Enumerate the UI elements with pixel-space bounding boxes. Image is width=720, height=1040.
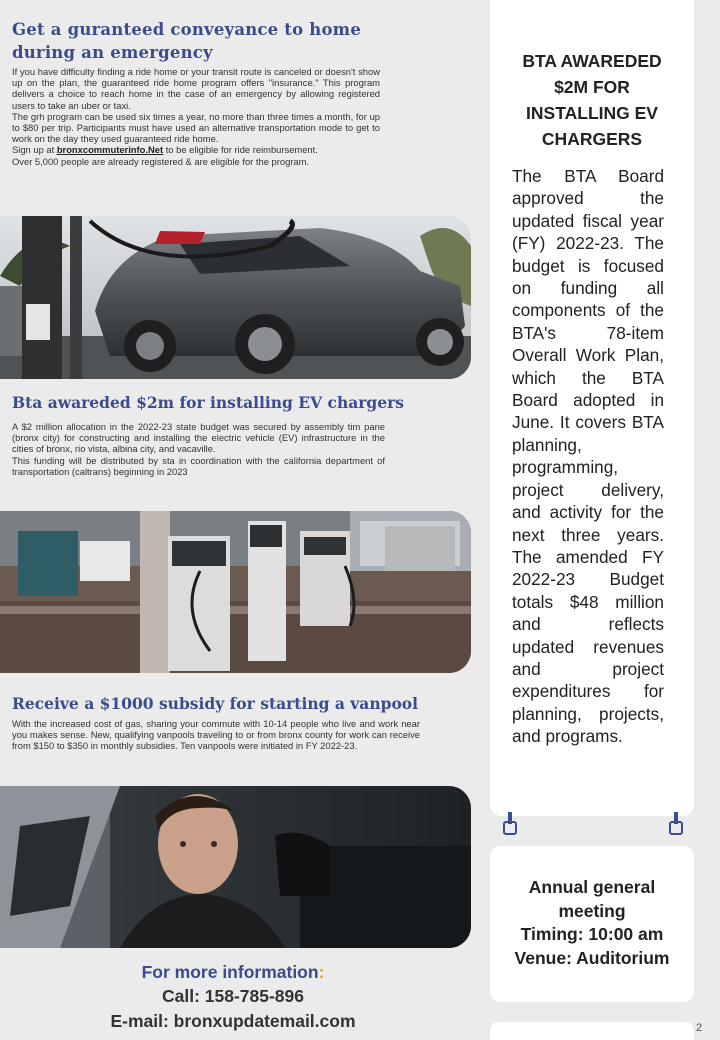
- binder-clip-icon: [669, 812, 683, 836]
- section-body-ev-chargers: [12, 421, 385, 477]
- meeting-timing: Timing: 10:00 am: [520, 924, 664, 944]
- section-heading-ev-chargers: Bta awareded $2m for installing EV chargers: [12, 393, 405, 412]
- contact-email: E-mail: bronxupdatemail.com: [110, 1011, 356, 1031]
- meeting-card: [490, 846, 694, 1002]
- footer-card: [490, 1022, 694, 1040]
- paragraph: If you have difficulty finding a ride home or your transit route is canceled or doesn't show up on the plan, the guaranteed ride home program offers "insurance." This program delivers a choice to reach home in the case of an emergency by allowing registered users to take an uber or taxi.: [12, 66, 380, 111]
- signup-link[interactable]: bronxcommuterinfo.Net: [56, 144, 164, 156]
- contact-phone: Call: 158-785-896: [161, 986, 305, 1006]
- more-info-label: For more information: [141, 962, 319, 982]
- sidebar-title: BTA AWAREDED $2M FOR INSTALLING EV CHARGERS: [522, 51, 662, 149]
- section-heading-ride-home: Get a guranteed conveyance to home during an emergency: [12, 20, 362, 62]
- meeting-title-line2: meeting: [558, 900, 626, 921]
- sidebar-body: The BTA Board approved the updated fiscal year (FY) 2022-23. The budget is focused on funding all components of the BTA's 78-item Overall Work Plan, which the BTA Board adopted in June. It covers BTA planning, programming, project delivery, and activity for the next three years. The amended FY 2022-23 Budget totals $48 million and reflects updated revenues and project expenditures for planning, projects, and programs.: [512, 166, 664, 747]
- more-info-heading: [0, 962, 466, 983]
- paragraph: With the increased cost of gas, sharing your commute with 10-14 people who live and work near you makes sense. New, qualifying vanpools traveling to or from bronx county for work can receive from $150 to $350 in monthly subsidies. Ten vanpools were initiated in FY 2022-23.: [12, 718, 420, 752]
- paragraph: This funding will be distributed by sta in coordination with the california department of transportation (caltrans) beginning in 2023: [12, 454, 385, 477]
- paragraph: A $2 million allocation in the 2022-23 state budget was secured by assembly tim pane (bronx city) for constructing and installing the electric vehicle (EV) infrastructure in the cities of bronx, rio vista, albina city, and vacaville.: [12, 421, 385, 455]
- commuter-image: [0, 786, 471, 948]
- section-heading-vanpool: Receive a $1000 subsidy for starting a vanpool: [12, 694, 419, 713]
- charging-station-photo: [0, 511, 471, 673]
- charging-station-image: [0, 511, 471, 673]
- commuter-in-car-photo: [0, 786, 471, 948]
- ev-car-charging-photo: [0, 216, 471, 379]
- meeting-title-line1: Annual general: [528, 877, 656, 897]
- page-number: 2: [696, 1022, 703, 1034]
- section-body-ride-home: [12, 66, 380, 167]
- signup-suffix: to be eligible for ride reimbursement.: [163, 144, 318, 156]
- signup-line: [12, 144, 380, 155]
- binder-clip-icon: [503, 812, 517, 836]
- registered-note: Over 5,000 people are already registered & are eligible for the program.: [12, 155, 310, 167]
- section-body-vanpool: [12, 718, 420, 752]
- paragraph: The grh program can be used six times a year, no more than three times a month, for up to $80 per trip. Participants must have used an alternative transportation mode to get to work on the day they used guaranteed ride home.: [12, 110, 380, 145]
- more-info-colon: :: [318, 962, 325, 982]
- ev-car-image: [0, 216, 471, 379]
- signup-prefix: Sign up at: [12, 144, 57, 156]
- sidebar-card: [490, 0, 694, 816]
- meeting-venue: Venue: Auditorium: [514, 947, 670, 968]
